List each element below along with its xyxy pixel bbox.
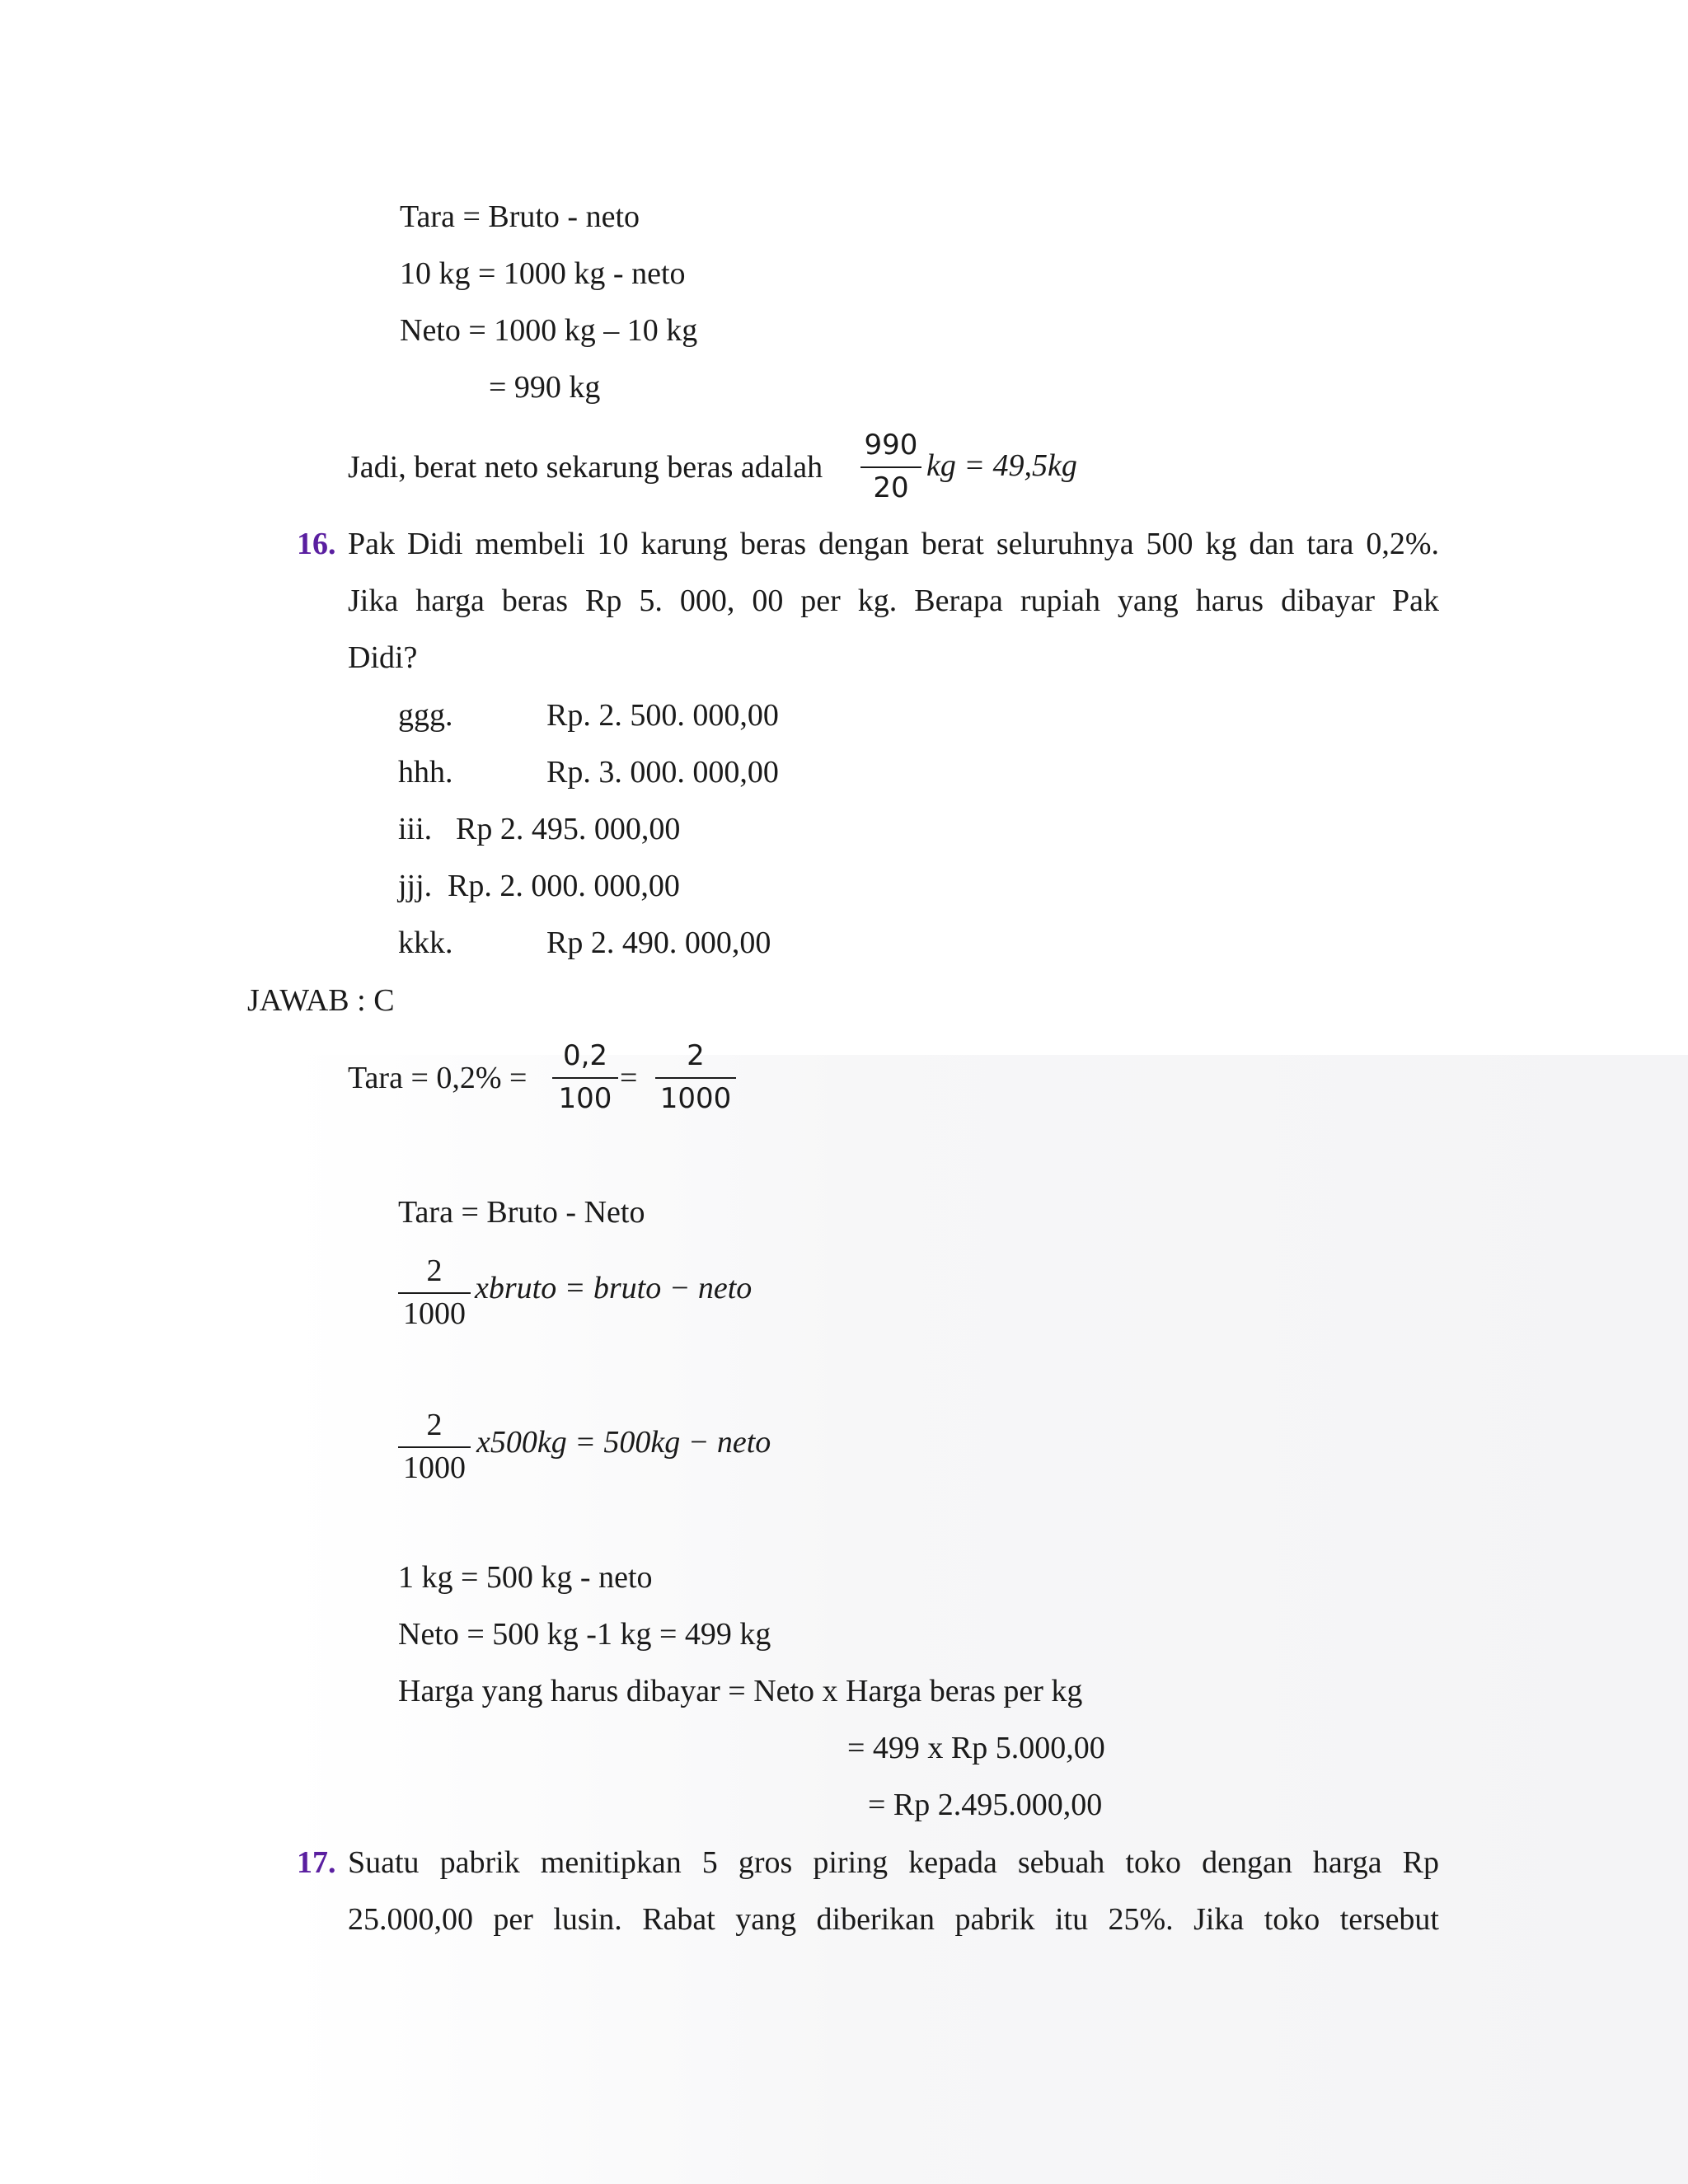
equation-1-fraction	[398, 1253, 471, 1332]
fraction-bar	[398, 1292, 471, 1294]
fraction-numerator: 2	[426, 1408, 443, 1442]
fraction-denominator: 1000	[659, 1082, 732, 1115]
q17-line-2: 25.000,00 per lusin. Rabat yang diberikan pabrik itu 25%. Jika toko tersebut	[348, 1902, 1439, 1937]
fraction-bar	[655, 1077, 736, 1079]
step-line: Neto = 500 kg -1 kg = 499 kg	[398, 1617, 771, 1652]
work-line-3: Neto = 1000 kg – 10 kg	[400, 313, 698, 348]
work-line-4: = 990 kg	[489, 370, 601, 405]
step-line: = 499 x Rp 5.000,00	[847, 1731, 1105, 1765]
fraction-denominator: 1000	[403, 1451, 466, 1485]
step-line: = Rp 2.495.000,00	[868, 1788, 1103, 1822]
question-number-16: 16.	[297, 527, 336, 561]
fraction-denominator: 20	[873, 471, 909, 504]
equation-2: x500kg = 500kg − neto	[476, 1425, 771, 1460]
tara-fraction-1	[552, 1038, 618, 1117]
option-text: Rp. 2. 000. 000,00	[448, 869, 680, 903]
step-line: 1 kg = 500 kg - neto	[398, 1560, 653, 1595]
work-line-2: 10 kg = 1000 kg - neto	[400, 256, 686, 291]
work-line-1: Tara = Bruto - neto	[400, 199, 640, 234]
equation-2-fraction	[398, 1407, 471, 1486]
option-label: hhh.	[398, 755, 453, 790]
conclusion-fraction	[860, 427, 921, 506]
option-text: Rp. 2. 500. 000,00	[546, 698, 779, 733]
formula-line: Tara = Bruto - Neto	[398, 1195, 645, 1230]
fraction-numerator: 2	[687, 1039, 705, 1072]
q16-line-3: Didi?	[348, 640, 418, 675]
fraction-numerator: 990	[864, 429, 918, 462]
q16-line-2: Jika harga beras Rp 5. 000, 00 per kg. Berapa rupiah yang harus dibayar Pak	[348, 583, 1439, 618]
option-label: iii.	[398, 812, 433, 846]
answer-key: JAWAB : C	[247, 983, 395, 1018]
option-text: Rp 2. 490. 000,00	[546, 926, 771, 960]
step-line: Harga yang harus dibayar = Neto x Harga beras per kg	[398, 1674, 1083, 1708]
conclusion-result: kg = 49,5kg	[926, 448, 1077, 483]
equals-sign: =	[620, 1061, 638, 1095]
fraction-bar	[552, 1077, 618, 1079]
option-label: kkk.	[398, 926, 453, 960]
tara-fraction-2	[655, 1038, 736, 1117]
tara-label: Tara = 0,2% =	[348, 1061, 528, 1095]
conclusion-text: Jadi, berat neto sekarung beras adalah	[348, 450, 823, 485]
q16-line-1: Pak Didi membeli 10 karung beras dengan berat seluruhnya 500 kg dan tara 0,2%.	[348, 527, 1439, 561]
option-label: ggg.	[398, 698, 453, 733]
equation-1: xbruto = bruto − neto	[475, 1271, 753, 1305]
option-text: Rp. 3. 000. 000,00	[546, 755, 779, 790]
option-label: jjj.	[398, 869, 433, 903]
fraction-bar	[860, 466, 921, 468]
option-text: Rp 2. 495. 000,00	[456, 812, 681, 846]
fraction-denominator: 1000	[403, 1296, 466, 1331]
question-number-17: 17.	[297, 1845, 336, 1880]
fraction-numerator: 0,2	[562, 1039, 608, 1072]
fraction-denominator: 100	[558, 1082, 612, 1115]
q17-line-1: Suatu pabrik menitipkan 5 gros piring kepada sebuah toko dengan harga Rp	[348, 1845, 1439, 1880]
fraction-numerator: 2	[426, 1254, 443, 1288]
fraction-bar	[398, 1446, 471, 1448]
